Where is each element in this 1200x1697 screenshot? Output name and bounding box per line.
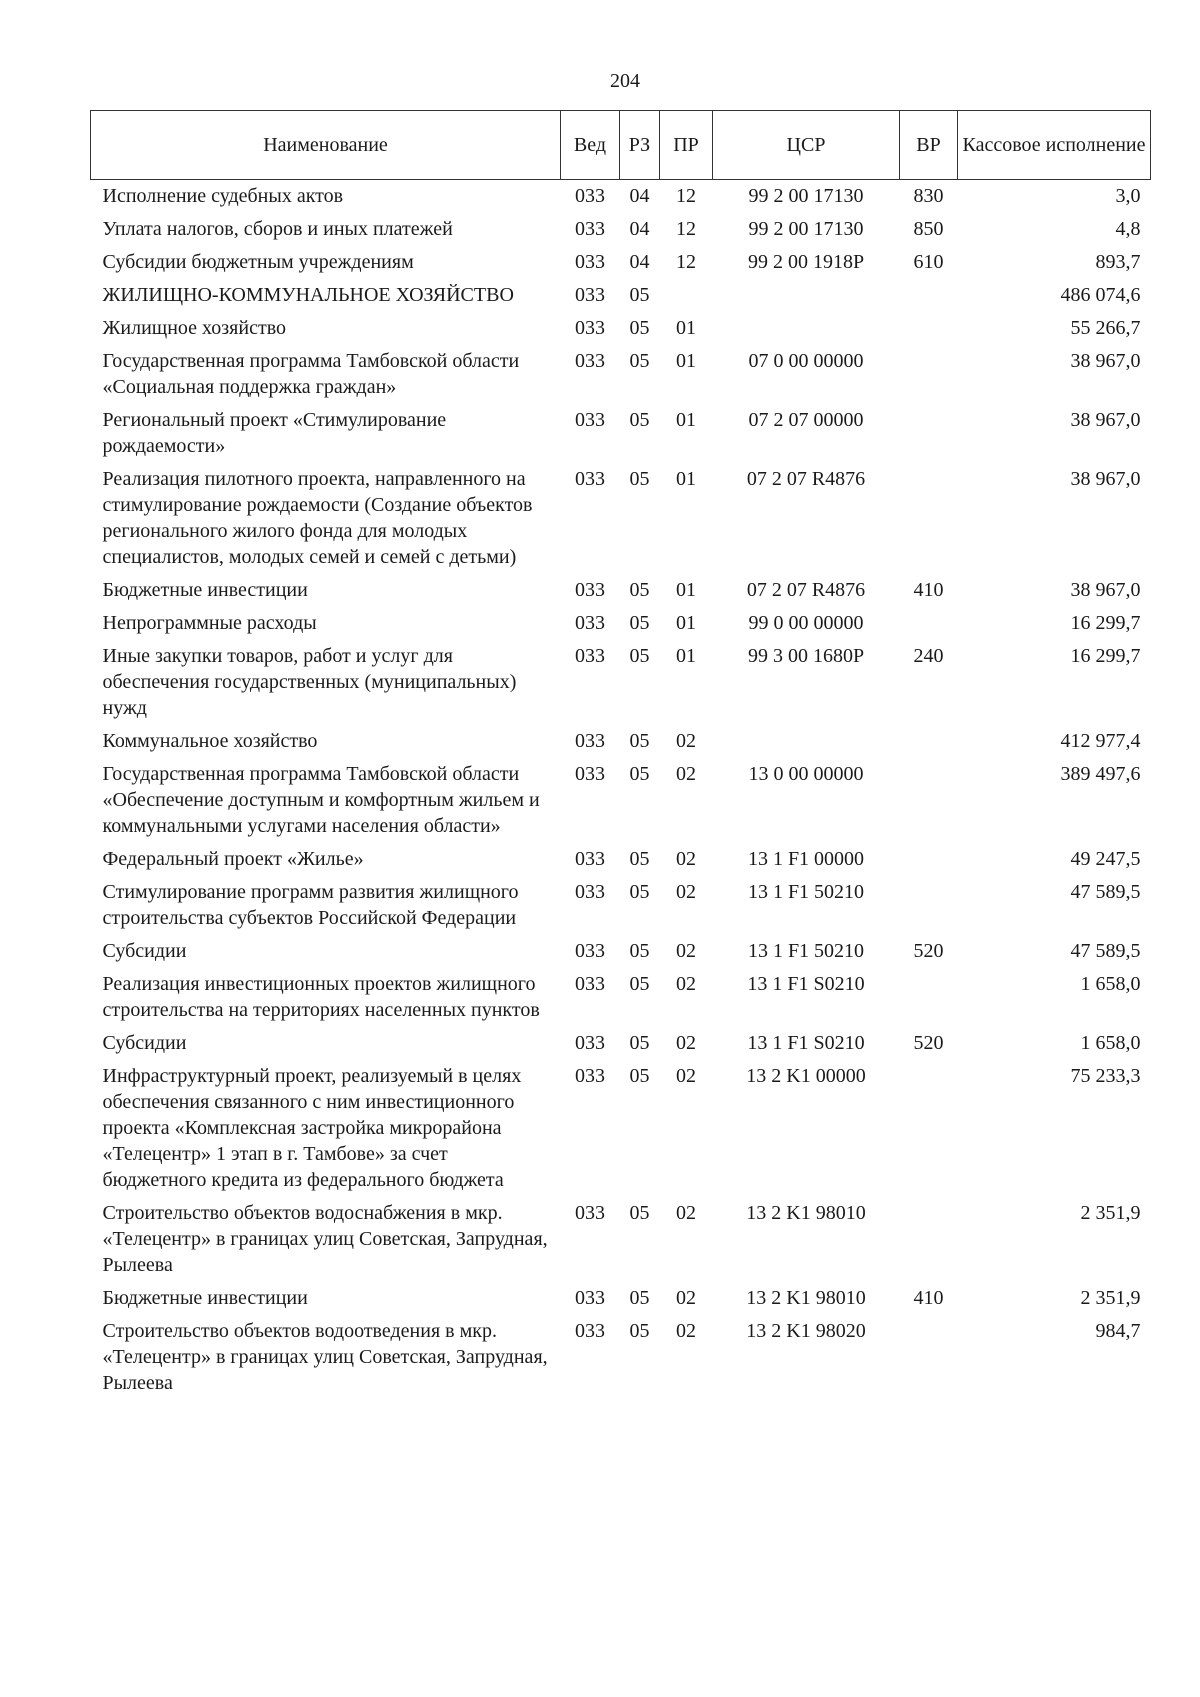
row-sum: 412 977,4 bbox=[1060, 730, 1141, 752]
row-sum: 38 967,0 bbox=[1070, 579, 1141, 601]
header-sum: Кассовое исполнение bbox=[958, 111, 1151, 180]
row-csr bbox=[713, 725, 900, 758]
row-ved: 033 bbox=[575, 940, 605, 962]
row-vr bbox=[900, 1060, 958, 1197]
row-rz: 05 bbox=[629, 645, 650, 667]
row-name: Субсидии бюджетным учреждениям bbox=[102, 251, 414, 273]
row-name: Уплата налогов, сборов и иных платежей bbox=[102, 218, 453, 240]
row-pr: 01 bbox=[676, 409, 696, 431]
row-ved: 033 bbox=[575, 350, 605, 372]
row-vr bbox=[900, 758, 958, 843]
page-number: 204 bbox=[610, 70, 640, 92]
row-vr bbox=[900, 345, 958, 404]
row-sum: 38 967,0 bbox=[1070, 350, 1141, 372]
row-ved: 033 bbox=[575, 1202, 605, 1224]
table-row bbox=[91, 1282, 1151, 1315]
row-rz: 05 bbox=[629, 284, 650, 306]
table-row bbox=[91, 463, 1151, 574]
row-csr: 07 0 00 00000 bbox=[748, 350, 864, 372]
row-csr: 99 0 00 00000 bbox=[748, 612, 864, 634]
row-vr bbox=[900, 968, 958, 1027]
row-ved: 033 bbox=[575, 284, 605, 306]
row-sum: 2 351,9 bbox=[1080, 1287, 1141, 1309]
row-pr bbox=[660, 279, 713, 312]
row-rz: 05 bbox=[629, 881, 650, 903]
table-row bbox=[91, 246, 1151, 279]
row-pr: 01 bbox=[676, 645, 696, 667]
row-rz: 04 bbox=[629, 251, 650, 273]
row-ved: 033 bbox=[575, 317, 605, 339]
row-pr: 02 bbox=[676, 848, 696, 870]
row-pr: 02 bbox=[676, 1320, 696, 1342]
row-csr: 07 2 07 R4876 bbox=[746, 579, 866, 601]
row-sum: 16 299,7 bbox=[1070, 645, 1141, 667]
table-row bbox=[91, 843, 1151, 876]
row-sum: 486 074,6 bbox=[1060, 284, 1141, 306]
row-sum: 38 967,0 bbox=[1070, 409, 1141, 431]
header-rz: РЗ bbox=[620, 111, 660, 180]
table-row bbox=[91, 1315, 1151, 1400]
row-pr: 01 bbox=[676, 350, 696, 372]
row-sum: 38 967,0 bbox=[1070, 468, 1141, 490]
row-sum: 47 589,5 bbox=[1070, 940, 1141, 962]
row-vr bbox=[900, 404, 958, 463]
row-ved: 033 bbox=[575, 218, 605, 240]
row-ved: 033 bbox=[575, 881, 605, 903]
table-row bbox=[91, 404, 1151, 463]
row-vr bbox=[900, 312, 958, 345]
table-row bbox=[91, 345, 1151, 404]
table-row bbox=[91, 935, 1151, 968]
row-name: Иные закупки товаров, работ и услуг для обеспечения государственных (муниципальных) нужд bbox=[102, 645, 517, 719]
row-rz: 05 bbox=[629, 1065, 650, 1087]
row-sum: 4,8 bbox=[1115, 218, 1141, 240]
row-vr: 240 bbox=[913, 645, 944, 667]
row-rz: 05 bbox=[629, 1320, 650, 1342]
row-pr: 02 bbox=[676, 1287, 696, 1309]
row-vr bbox=[900, 607, 958, 640]
row-name: Государственная программа Тамбовской области «Социальная поддержка граждан» bbox=[102, 350, 520, 398]
row-rz: 05 bbox=[629, 940, 650, 962]
row-name: Непрограммные расходы bbox=[102, 612, 317, 634]
row-name: Реализация пилотного проекта, направленного на стимулирование рождаемости (Создание объектов регионального жилого фонда для молодых специалистов, молодых семей и семей с детьми) bbox=[102, 468, 533, 568]
row-ved: 033 bbox=[575, 1320, 605, 1342]
row-csr: 07 2 07 00000 bbox=[748, 409, 864, 431]
row-rz: 05 bbox=[629, 579, 650, 601]
row-pr: 02 bbox=[676, 940, 696, 962]
row-ved: 033 bbox=[575, 1032, 605, 1054]
row-csr: 13 2 K1 98020 bbox=[746, 1320, 866, 1342]
row-vr bbox=[900, 279, 958, 312]
table-row bbox=[91, 968, 1151, 1027]
row-name: Жилищное хозяйство bbox=[102, 317, 286, 339]
row-pr: 01 bbox=[676, 317, 696, 339]
row-csr bbox=[713, 312, 900, 345]
row-pr: 02 bbox=[676, 1065, 696, 1087]
row-name: Строительство объектов водоотведения в мкр. «Телецентр» в границах улиц Советская, Запрудная, Рылеева bbox=[102, 1320, 548, 1394]
row-ved: 033 bbox=[575, 579, 605, 601]
row-csr: 13 1 F1 50210 bbox=[747, 940, 865, 962]
table-row bbox=[91, 312, 1151, 345]
table-row bbox=[91, 876, 1151, 935]
row-name: Исполнение судебных актов bbox=[102, 185, 344, 207]
row-csr: 99 2 00 1918Р bbox=[747, 251, 865, 273]
row-pr: 02 bbox=[676, 730, 696, 752]
row-name: Государственная программа Тамбовской области «Обеспечение доступным и комфортным жильем и коммунальными услугами населения области» bbox=[102, 763, 540, 837]
row-rz: 04 bbox=[629, 218, 650, 240]
row-pr: 02 bbox=[676, 881, 696, 903]
table-row bbox=[91, 1027, 1151, 1060]
row-sum: 3,0 bbox=[1115, 185, 1141, 207]
row-ved: 033 bbox=[575, 763, 605, 785]
row-csr: 13 2 K1 00000 bbox=[746, 1065, 866, 1087]
row-vr bbox=[900, 843, 958, 876]
row-name: Федеральный проект «Жилье» bbox=[102, 848, 364, 870]
row-ved: 033 bbox=[575, 612, 605, 634]
row-ved: 033 bbox=[575, 1065, 605, 1087]
row-csr: 13 2 K1 98010 bbox=[746, 1202, 866, 1224]
row-sum: 1 658,0 bbox=[1080, 973, 1141, 995]
row-sum: 984,7 bbox=[1095, 1320, 1141, 1342]
table-row bbox=[91, 1060, 1151, 1197]
table-row bbox=[91, 1197, 1151, 1282]
row-vr: 520 bbox=[913, 1032, 944, 1054]
row-name: Субсидии bbox=[102, 1032, 187, 1054]
row-name: Субсидии bbox=[102, 940, 187, 962]
row-pr: 12 bbox=[676, 185, 696, 207]
table-row bbox=[91, 180, 1151, 214]
row-ved: 033 bbox=[575, 409, 605, 431]
row-ved: 033 bbox=[575, 645, 605, 667]
row-sum: 49 247,5 bbox=[1070, 848, 1141, 870]
row-rz: 05 bbox=[629, 468, 650, 490]
row-csr: 13 1 F1 S0210 bbox=[747, 1032, 865, 1054]
row-rz: 05 bbox=[629, 848, 650, 870]
row-name: ЖИЛИЩНО-КОММУНАЛЬНОЕ ХОЗЯЙСТВО bbox=[102, 284, 514, 306]
row-sum: 55 266,7 bbox=[1070, 317, 1141, 339]
row-ved: 033 bbox=[575, 185, 605, 207]
row-rz: 05 bbox=[629, 1202, 650, 1224]
header-vr: ВР bbox=[900, 111, 958, 180]
row-name: Региональный проект «Стимулирование рождаемости» bbox=[102, 409, 447, 457]
row-rz: 05 bbox=[629, 763, 650, 785]
row-csr: 13 1 F1 S0210 bbox=[747, 973, 865, 995]
row-vr: 610 bbox=[913, 251, 944, 273]
row-pr: 02 bbox=[676, 763, 696, 785]
row-name: Коммунальное хозяйство bbox=[102, 730, 318, 752]
header-pr: ПР bbox=[660, 111, 713, 180]
row-rz: 05 bbox=[629, 612, 650, 634]
row-name: Стимулирование программ развития жилищного строительства субъектов Российской Федерации bbox=[102, 881, 519, 929]
table-body bbox=[91, 180, 1151, 1401]
row-name: Бюджетные инвестиции bbox=[102, 1287, 308, 1309]
row-vr: 520 bbox=[913, 940, 944, 962]
row-sum: 389 497,6 bbox=[1060, 763, 1141, 785]
table-row bbox=[91, 758, 1151, 843]
row-vr: 410 bbox=[913, 1287, 944, 1309]
row-vr bbox=[900, 1197, 958, 1282]
row-ved: 033 bbox=[575, 251, 605, 273]
row-rz: 04 bbox=[629, 185, 650, 207]
table-row bbox=[91, 574, 1151, 607]
row-name: Реализация инвестиционных проектов жилищного строительства на территориях населенных пунктов bbox=[102, 973, 540, 1021]
row-ved: 033 bbox=[575, 848, 605, 870]
row-rz: 05 bbox=[629, 317, 650, 339]
row-sum: 893,7 bbox=[1095, 251, 1141, 273]
row-pr: 02 bbox=[676, 1202, 696, 1224]
row-csr: 99 2 00 17130 bbox=[748, 185, 864, 207]
row-sum: 75 233,3 bbox=[1070, 1065, 1141, 1087]
table-row bbox=[91, 640, 1151, 725]
row-csr: 07 2 07 R4876 bbox=[746, 468, 866, 490]
row-pr: 02 bbox=[676, 1032, 696, 1054]
row-ved: 033 bbox=[575, 1287, 605, 1309]
row-pr: 01 bbox=[676, 579, 696, 601]
row-csr bbox=[713, 279, 900, 312]
row-ved: 033 bbox=[575, 973, 605, 995]
header-ved: Вед bbox=[561, 111, 620, 180]
table-row bbox=[91, 213, 1151, 246]
row-vr bbox=[900, 463, 958, 574]
row-rz: 05 bbox=[629, 973, 650, 995]
row-ved: 033 bbox=[575, 730, 605, 752]
row-vr: 850 bbox=[913, 218, 944, 240]
row-csr: 13 0 00 00000 bbox=[748, 763, 864, 785]
row-pr: 12 bbox=[676, 251, 696, 273]
row-ved: 033 bbox=[575, 468, 605, 490]
row-vr bbox=[900, 1315, 958, 1400]
row-name: Инфраструктурный проект, реализуемый в целях обеспечения связанного с ним инвестиционного проекта «Комплексная застройка микрорайона «Телецентр» 1 этап в г. Тамбове» за счет бюджетного кредита из федерального бюджета bbox=[102, 1065, 522, 1191]
row-pr: 01 bbox=[676, 468, 696, 490]
header-csr: ЦСР bbox=[713, 111, 900, 180]
row-pr: 02 bbox=[676, 973, 696, 995]
row-pr: 01 bbox=[676, 612, 696, 634]
row-rz: 05 bbox=[629, 1287, 650, 1309]
row-vr: 410 bbox=[913, 579, 944, 601]
row-vr: 830 bbox=[913, 185, 944, 207]
row-csr: 99 3 00 1680Р bbox=[747, 645, 865, 667]
row-rz: 05 bbox=[629, 350, 650, 372]
row-sum: 1 658,0 bbox=[1080, 1032, 1141, 1054]
header-name: Наименование bbox=[91, 111, 561, 180]
row-pr: 12 bbox=[676, 218, 696, 240]
budget-table bbox=[90, 110, 1151, 1400]
table-row bbox=[91, 279, 1151, 312]
row-csr: 13 2 K1 98010 bbox=[746, 1287, 866, 1309]
row-name: Бюджетные инвестиции bbox=[102, 579, 308, 601]
row-sum: 2 351,9 bbox=[1080, 1202, 1141, 1224]
row-rz: 05 bbox=[629, 730, 650, 752]
row-vr bbox=[900, 725, 958, 758]
row-vr bbox=[900, 876, 958, 935]
row-sum: 16 299,7 bbox=[1070, 612, 1141, 634]
table-header-row bbox=[91, 111, 1151, 180]
table-row bbox=[91, 725, 1151, 758]
row-csr: 99 2 00 17130 bbox=[748, 218, 864, 240]
row-rz: 05 bbox=[629, 409, 650, 431]
row-csr: 13 1 F1 00000 bbox=[747, 848, 865, 870]
row-name: Строительство объектов водоснабжения в мкр. «Телецентр» в границах улиц Советская, Запрудная, Рылеева bbox=[102, 1202, 548, 1276]
row-rz: 05 bbox=[629, 1032, 650, 1054]
table-row bbox=[91, 607, 1151, 640]
row-csr: 13 1 F1 50210 bbox=[747, 881, 865, 903]
row-sum: 47 589,5 bbox=[1070, 881, 1141, 903]
